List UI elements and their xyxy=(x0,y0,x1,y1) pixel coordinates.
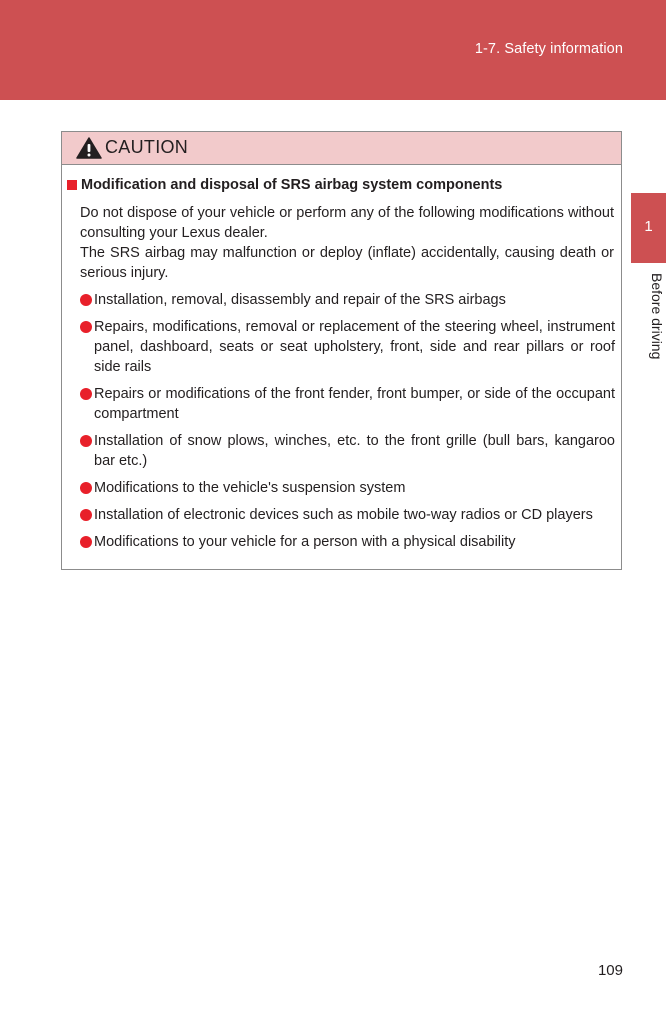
red-dot-icon xyxy=(80,294,92,306)
list-item-text: Installation, removal, disassembly and repair of the SRS airbags xyxy=(94,292,506,308)
bullet-list xyxy=(80,290,615,559)
subheading xyxy=(67,177,502,193)
caution-title: CAUTION xyxy=(105,137,189,157)
subheading-text: Modification and disposal of SRS airbag system components xyxy=(81,177,503,193)
chapter-number: 1 xyxy=(644,218,653,235)
list-item xyxy=(80,384,615,424)
list-item xyxy=(80,317,615,377)
page-number: 109 xyxy=(597,962,623,979)
list-item-text: Repairs, modifications, removal or replacement of the steering wheel, instrument panel, dashboard, seats or seat upholstery, front, side and rear pillars or roof side rails xyxy=(94,319,615,375)
caution-paragraph: The SRS airbag may malfunction or deploy (inflate) accidentally, causing death or serious injury. xyxy=(80,245,614,281)
list-item xyxy=(80,478,615,498)
warning-triangle-icon xyxy=(76,137,102,159)
list-item xyxy=(80,431,615,471)
list-item xyxy=(80,290,615,310)
list-item-text: Repairs or modifications of the front fender, front bumper, or side of the occupant compartment xyxy=(94,386,615,422)
caution-header xyxy=(62,132,621,165)
red-square-icon xyxy=(67,180,77,190)
list-item xyxy=(80,505,615,525)
section-title: 1-7. Safety information xyxy=(474,41,623,57)
chapter-label: Before driving xyxy=(649,273,665,360)
red-dot-icon xyxy=(80,509,92,521)
caution-paragraph: Do not dispose of your vehicle or perform any of the following modifications without consulting your Lexus dealer. xyxy=(80,205,614,241)
list-item-text: Modifications to your vehicle for a person with a physical disability xyxy=(94,534,516,550)
red-dot-icon xyxy=(80,435,92,447)
list-item-text: Modifications to the vehicle's suspension system xyxy=(94,480,406,496)
list-item xyxy=(80,532,615,552)
red-dot-icon xyxy=(80,321,92,333)
list-item-text: Installation of electronic devices such as mobile two-way radios or CD players xyxy=(94,507,593,523)
caution-box xyxy=(61,131,622,570)
caution-body xyxy=(80,203,614,283)
chapter-tab[interactable] xyxy=(631,193,666,263)
red-dot-icon xyxy=(80,536,92,548)
list-item-text: Installation of snow plows, winches, etc. to the front grille (bull bars, kangaroo bar etc.) xyxy=(94,433,615,469)
red-dot-icon xyxy=(80,388,92,400)
header-band xyxy=(0,0,666,100)
red-dot-icon xyxy=(80,482,92,494)
